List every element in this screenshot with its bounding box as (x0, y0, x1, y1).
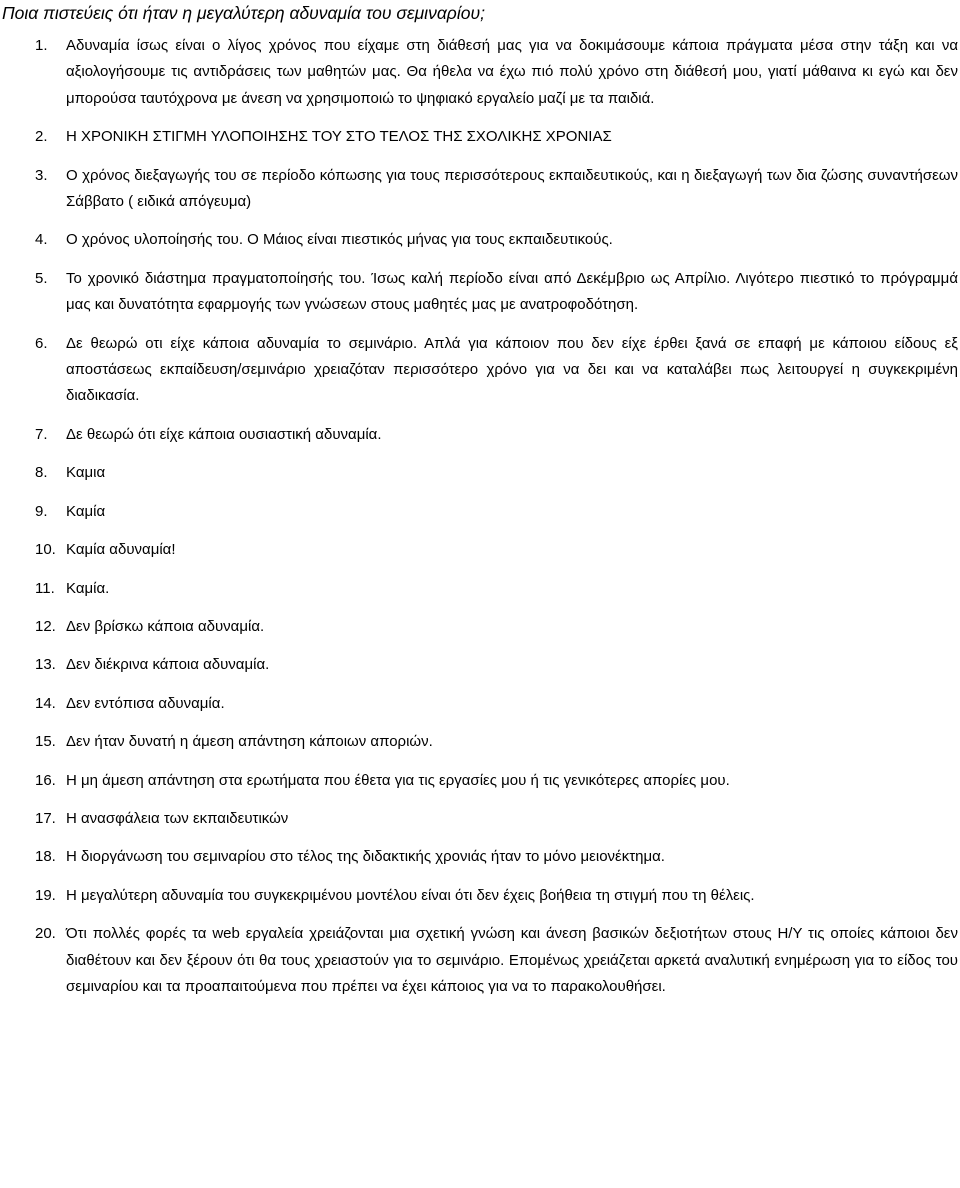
list-item (0, 537, 960, 563)
list-item (0, 768, 960, 794)
item-number: 19. (35, 886, 56, 904)
item-text: Καμία (66, 502, 106, 520)
list-item (0, 331, 960, 410)
item-text: Δε θεωρώ οτι είχε κάποια αδυναμία το σεμινάριο. Απλά για κάποιον που δεν είχε έρθει ξανά σε επαφή με κάποιου είδους εξ αποστάσεως εκπαίδευση/σεμινάριο χρειαζόταν περισσότερο χρόνο για να δει και να καταλάβει πως λειτουργεί η συγκεκριμένη διαδικασία. (66, 334, 958, 405)
item-text: Ο χρόνος υλοποίησής του. Ο Μάιος είναι πιεστικός μήνας για τους εκπαιδευτικούς. (66, 231, 613, 249)
item-number: 3. (35, 166, 48, 184)
item-text: Ότι πολλές φορές τα web εργαλεία χρειάζονται μια σχετική γνώση και άνεση βασικών δεξιοτήτων στους Η/Υ τις οποίες κάποιοι δεν διαθέτουν και δεν ξέρουν ότι θα τους χρειαστούν για το σεμινάριο. Επομένως χρειάζεται αρκετά αναλυτική ενημέρωση για το είδος του σεμιναρίου και τα προαπαιτούμενα που πρέπει να έχει κάποιος για να το παρακολουθήσει. (66, 925, 958, 995)
item-text: Δεν βρίσκω κάποια αδυναμία. (66, 617, 265, 635)
item-text: Η μεγαλύτερη αδυναμία του συγκεκριμένου μοντέλου είναι ότι δεν έχεις βοήθεια τη στιγμή που τη θέλεις. (66, 886, 755, 904)
item-number: 2. (35, 128, 48, 146)
item-number: 1. (35, 37, 48, 54)
list-item (0, 844, 960, 870)
list-item (0, 163, 960, 216)
item-number: 17. (35, 809, 56, 827)
item-number: 14. (35, 694, 56, 712)
list-item (0, 33, 960, 112)
item-text: Η ανασφάλεια των εκπαιδευτικών (66, 809, 289, 827)
list-item (0, 266, 960, 319)
item-number: 7. (35, 425, 48, 443)
list-item (0, 691, 960, 717)
list-item (0, 652, 960, 678)
item-text: Δεν ήταν δυνατή η άμεση απάντηση κάποιων αποριών. (66, 733, 433, 751)
item-number: 12. (35, 617, 56, 635)
list-item (0, 124, 960, 150)
item-number: 5. (35, 269, 48, 287)
list-item (0, 576, 960, 602)
item-text: Δε θεωρώ ότι είχε κάποια ουσιαστική αδυναμία. (66, 425, 382, 443)
item-text: Δεν διέκρινα κάποια αδυναμία. (66, 656, 270, 674)
item-number: 8. (35, 464, 48, 482)
item-number: 6. (35, 334, 48, 352)
list-item (0, 883, 960, 909)
item-number: 11. (35, 579, 55, 597)
item-text: Δεν εντόπισα αδυναμία. (66, 694, 225, 712)
item-number: 20. (35, 925, 56, 943)
item-number: 16. (35, 771, 56, 789)
item-number: 18. (35, 848, 56, 866)
item-number: 15. (35, 733, 56, 751)
answers-list (0, 33, 960, 1000)
item-number: 13. (35, 656, 56, 674)
list-item (0, 499, 960, 525)
question-title: Ποια πιστεύεις ότι ήταν η μεγαλύτερη αδυναμία του σεμιναρίου; (2, 3, 485, 23)
item-text: Αδυναμία ίσως είναι ο λίγος χρόνος που είχαμε στη διάθεσή μας για να δοκιμάσουμε κάποια πράγματα μέσα στην τάξη και να αξιολογήσουμε τις αντιδράσεις των μαθητών μας. Θα ήθελα να έχω πιό πολύ χρόνο στη διάθεσή μου, γιατί μάθαινα κι εγώ και δεν μπορούσα ταυτόχρονα με άνεση να χρησιμοποιώ το ψηφιακό εργαλείο μαζί με τα παιδιά. (66, 37, 958, 107)
list-item (0, 921, 960, 1000)
list-item (0, 806, 960, 832)
item-text: Το χρονικό διάστημα πραγματοποίησής του. Ίσως καλή περίοδο είναι από Δεκέμβριο ως Απρίλιο. Λιγότερο πιεστικό το πρόγραμμά μας και δυνατότητα εφαρμογής των γνώσεων στους μαθητές μας με ανατροφοδότηση. (66, 269, 958, 314)
item-text: Η διοργάνωση του σεμιναρίου στο τέλος της διδακτικής χρονιάς ήταν το μόνο μειονέκτημα. (66, 848, 665, 866)
item-number: 4. (35, 231, 48, 249)
item-text: Η μη άμεση απάντηση στα ερωτήματα που έθετα για τις εργασίες μου ή τις γενικότερες απορίες μου. (66, 771, 730, 789)
list-item (0, 227, 960, 253)
list-item (0, 460, 960, 486)
item-number: 9. (35, 502, 48, 520)
item-number: 10. (35, 541, 56, 559)
item-text: Η ΧΡΟΝΙΚΗ ΣΤΙΓΜΗ ΥΛΟΠΟΙΗΣΗΣ ΤΟΥ ΣΤΟ ΤΕΛΟΣ ΤΗΣ ΣΧΟΛΙΚΗΣ ΧΡΟΝΙΑΣ (66, 128, 612, 146)
list-item (0, 729, 960, 755)
list-item (0, 422, 960, 448)
item-text: Καμία. (66, 579, 110, 597)
item-text: Ο χρόνος διεξαγωγής του σε περίοδο κόπωσης για τους περισσότερους εκπαιδευτικούς, και η διεξαγωγή των δια ζώσης συναντήσεων Σάββατο ( ειδικά απόγευμα) (66, 166, 958, 211)
item-text: Καμία αδυναμία! (66, 541, 176, 559)
item-text: Καμια (66, 464, 106, 482)
list-item (0, 614, 960, 640)
